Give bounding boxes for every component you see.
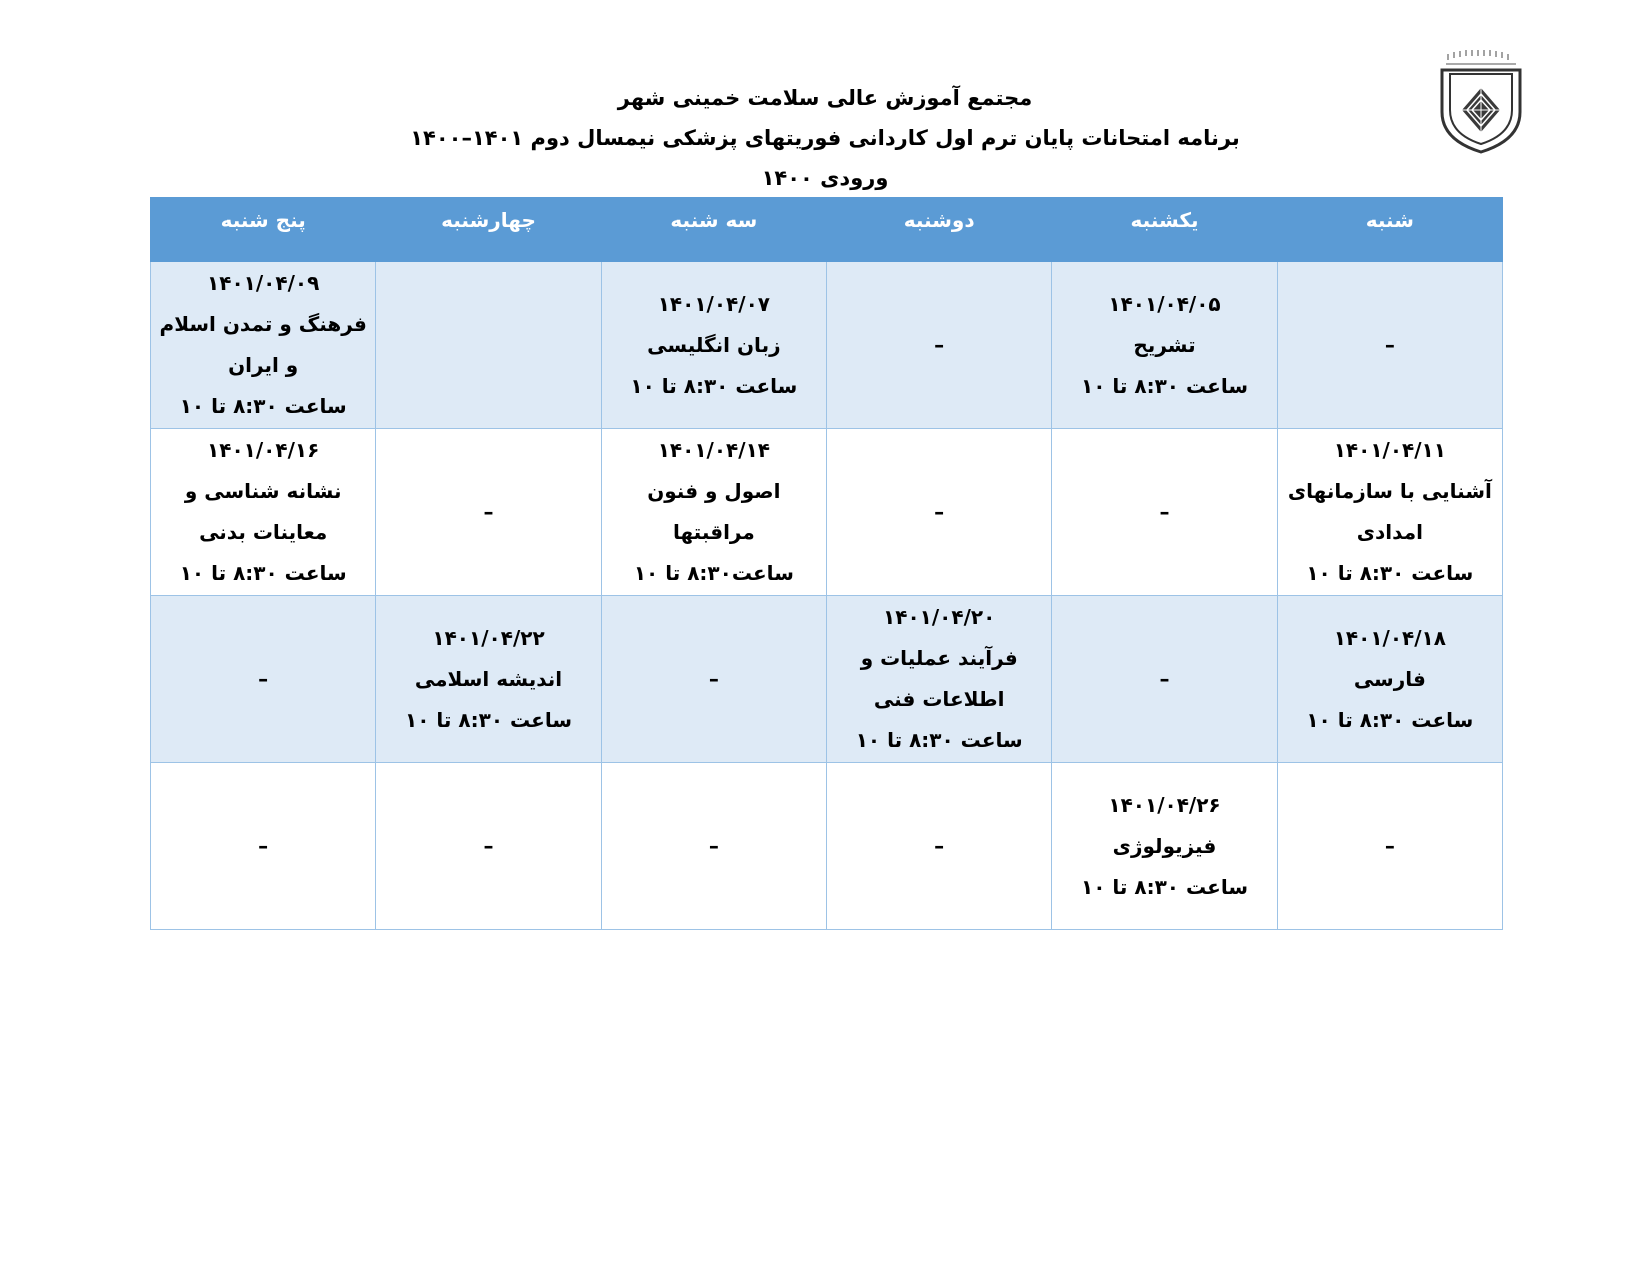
day-header: سه شنبه	[601, 198, 826, 262]
empty-cell: –	[1052, 596, 1277, 763]
exam-date: ۱۴۰۱/۰۴/۱۶	[207, 438, 320, 462]
table-row	[151, 429, 1503, 596]
university-emblem-icon	[1438, 48, 1524, 156]
day-header: دوشنبه	[827, 198, 1052, 262]
exam-cell	[601, 262, 826, 429]
empty-cell: –	[1277, 262, 1502, 429]
exam-schedule-table	[150, 197, 1503, 930]
exam-time: ساعت ۸:۳۰ تا ۱۰	[179, 561, 347, 585]
exam-date: ۱۴۰۱/۰۴/۲۲	[432, 625, 545, 650]
day-header: چهارشنبه	[376, 198, 601, 262]
empty-cell: –	[827, 429, 1052, 596]
empty-cell: –	[601, 596, 826, 763]
table-row	[151, 763, 1503, 930]
exam-course: اصول و فنون مراقبتها	[647, 479, 781, 544]
exam-time: ساعت ۸:۳۰ تا ۱۰	[1306, 707, 1474, 732]
entry-year: ورودی ۱۴۰۰	[761, 166, 889, 190]
exam-time: ساعت ۸:۳۰ تا ۱۰	[1081, 373, 1248, 398]
day-header: یکشنبه	[1052, 198, 1277, 262]
exam-date: ۱۴۰۱/۰۴/۱۱	[1333, 438, 1446, 462]
empty-cell: –	[376, 763, 601, 930]
exam-course: آشنایی با سازمانهای امدادی	[1287, 479, 1492, 544]
exam-time: ساعت۸:۳۰ تا ۱۰	[633, 561, 794, 585]
empty-cell: –	[601, 763, 826, 930]
exam-cell	[601, 429, 826, 596]
table-row	[151, 596, 1503, 763]
program-title: برنامه امتحانات پایان ترم اول کاردانی فوریتهای پزشکی نیمسال دوم ۱۴۰۱–۱۴۰۰	[410, 126, 1240, 150]
exam-course: فرهنگ و تمدن اسلام و ایران	[159, 312, 367, 377]
exam-time: ساعت ۸:۳۰ تا ۱۰	[1306, 561, 1474, 585]
page-header	[300, 78, 1350, 198]
empty-cell: –	[1052, 429, 1277, 596]
exam-date: ۱۴۰۱/۰۴/۱۴	[657, 438, 770, 462]
exam-cell	[151, 429, 376, 596]
empty-cell: –	[151, 763, 376, 930]
exam-course: فرآیند عملیات و اطلاعات فنی	[860, 646, 1018, 711]
exam-time: ساعت ۸:۳۰ تا ۱۰	[179, 394, 347, 418]
exam-cell	[827, 596, 1052, 763]
exam-course: فیزیولوژی	[1112, 833, 1217, 858]
institution-title: مجتمع آموزش عالی سلامت خمینی شهر	[617, 86, 1033, 110]
empty-cell: –	[376, 429, 601, 596]
empty-cell: –	[151, 596, 376, 763]
exam-course: فارسی	[1353, 666, 1426, 691]
days-header-row	[151, 198, 1503, 262]
exam-course: زبان انگلیسی	[647, 332, 781, 357]
exam-cell	[151, 262, 376, 429]
empty-cell: –	[827, 262, 1052, 429]
empty-cell: –	[1277, 763, 1502, 930]
exam-time: ساعت ۸:۳۰ تا ۱۰	[855, 728, 1023, 752]
exam-date: ۱۴۰۱/۰۴/۰۷	[657, 291, 770, 316]
exam-date: ۱۴۰۱/۰۴/۲۶	[1108, 792, 1221, 817]
table-row	[151, 262, 1503, 429]
exam-cell	[376, 596, 601, 763]
exam-cell	[1277, 429, 1502, 596]
empty-cell	[376, 262, 601, 429]
exam-time: ساعت ۸:۳۰ تا ۱۰	[1081, 874, 1248, 899]
exam-cell	[1277, 596, 1502, 763]
exam-date: ۱۴۰۱/۰۴/۰۵	[1108, 291, 1221, 316]
exam-time: ساعت ۸:۳۰ تا ۱۰	[405, 707, 573, 732]
exam-date: ۱۴۰۱/۰۴/۲۰	[883, 605, 996, 629]
day-header: شنبه	[1277, 198, 1502, 262]
exam-date: ۱۴۰۱/۰۴/۱۸	[1333, 625, 1446, 650]
day-header: پنج شنبه	[151, 198, 376, 262]
exam-date: ۱۴۰۱/۰۴/۰۹	[207, 271, 320, 295]
exam-course: تشریح	[1133, 332, 1196, 357]
exam-course: اندیشه اسلامی	[414, 666, 563, 691]
exam-cell	[1052, 262, 1277, 429]
empty-cell: –	[827, 763, 1052, 930]
exam-time: ساعت ۸:۳۰ تا ۱۰	[630, 373, 798, 398]
exam-cell	[1052, 763, 1277, 930]
exam-course: نشانه شناسی و معاینات بدنی	[184, 479, 342, 544]
